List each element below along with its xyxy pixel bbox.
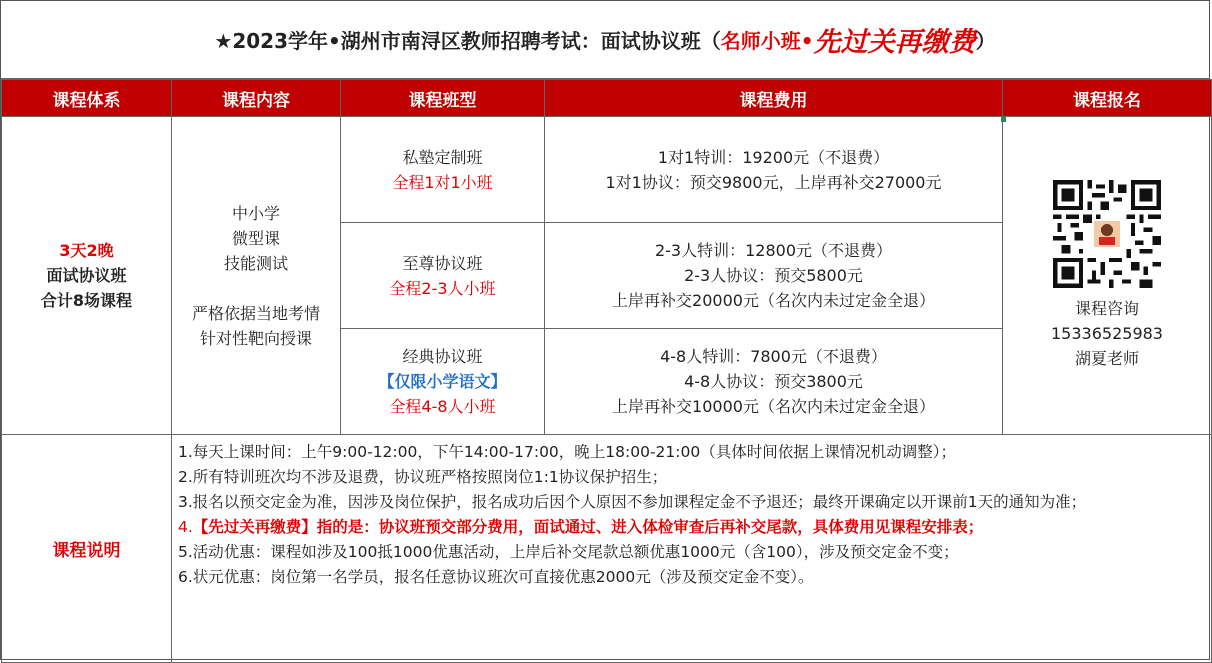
cell-marker <box>1001 117 1006 122</box>
signup-cell <box>1003 117 1212 435</box>
notes-label: 课程说明 <box>2 435 172 663</box>
fee-line: 2-3人协议：预交5800元 <box>684 266 863 285</box>
header-system: 课程体系 <box>2 80 172 117</box>
class-note: 【仅限小学语文】 <box>378 372 507 391</box>
note-item: 2.所有特训班次均不涉及退费，协议班严格按照岗位1:1协议保护招生； <box>178 468 668 486</box>
system-cell <box>2 117 172 435</box>
header-class-type: 课程班型 <box>341 80 545 117</box>
title-suffix: ） <box>975 29 996 53</box>
fee-line: 上岸再补交20000元（名次内未过定金全退） <box>612 291 935 310</box>
content-line: 针对性靶向授课 <box>199 328 312 348</box>
title-prefix: ★2023学年•湖州市南浔区教师招聘考试：面试协议班（ <box>214 29 721 53</box>
note-item-highlight-text: 【先过关再缴费】指的是：协议班预交部分费用，面试通过、进入体检审查后再补交尾款，具体费用见课程安排表； <box>192 518 984 536</box>
signup-teacher: 湖夏老师 <box>1074 349 1139 368</box>
class-row-1 <box>2 117 1212 223</box>
class-name: 私塾定制班 <box>402 147 483 167</box>
title-red-part: 名师小班• <box>720 29 814 53</box>
fee-cell <box>545 117 1003 223</box>
system-duration: 3天2晚 <box>59 241 114 260</box>
content-cell <box>172 117 341 435</box>
class-name: 经典协议班 <box>402 347 483 366</box>
note-item-number: 4. <box>178 518 193 536</box>
fee-cell <box>545 223 1003 329</box>
note-item: 3.报名以预交定金为准，因涉及岗位保护，报名成功后因个人原因不参加课程定金不予退还；最终开课确定以开课前1天的通知为准； <box>178 493 1087 511</box>
class-size: 全程1对1小班 <box>392 172 493 192</box>
page-title <box>1 1 1209 79</box>
fee-line: 上岸再补交10000元（名次内未过定金全退） <box>612 397 935 416</box>
system-total: 合计8场课程 <box>40 291 133 310</box>
content-line: 严格依据当地考情 <box>191 303 320 323</box>
notes-row <box>2 435 1212 663</box>
fee-cell <box>545 329 1003 435</box>
title-big-part: 先过关再缴费 <box>813 27 976 58</box>
class-size: 全程4-8人小班 <box>389 397 496 416</box>
note-item: 5.活动优惠：课程如涉及100抵1000优惠活动，上岸后补交尾款总额优惠1000元（含100），涉及预交定金不变； <box>178 543 959 561</box>
fee-line: 2-3人特训：12800元（不退费） <box>654 241 893 260</box>
fee-line: 4-8人协议：预交3800元 <box>684 372 863 391</box>
class-size: 全程2-3人小班 <box>389 278 496 298</box>
fee-line: 4-8人特训：7800元（不退费） <box>660 347 887 366</box>
course-table <box>1 79 1212 663</box>
qr-code-icon[interactable] <box>1053 180 1161 288</box>
note-item: 6.状元优惠：岗位第一名学员，报名任意协议班次可直接优惠2000元（涉及预交定金不变）。 <box>178 568 814 586</box>
fee-line: 1对1协议：预交9800元，上岸再补交27000元 <box>605 172 942 192</box>
system-name: 面试协议班 <box>46 266 127 285</box>
content-line: 技能测试 <box>223 253 288 273</box>
signup-label: 课程咨询 <box>1074 299 1139 318</box>
class-name: 至尊协议班 <box>402 253 483 273</box>
class-type-cell <box>341 329 545 435</box>
class-type-cell <box>341 117 545 223</box>
note-item-highlight <box>178 515 1203 540</box>
signup-phone: 15336525983 <box>1051 324 1163 343</box>
note-item: 1.每天上课时间：上午9:00-12:00，下午14:00-17:00，晚上18:00-21:00（具体时间依据上课情况机动调整）； <box>178 443 956 461</box>
header-content: 课程内容 <box>172 80 341 117</box>
header-row <box>2 80 1212 117</box>
fee-line: 1对1特训：19200元（不退费） <box>657 147 890 167</box>
notes-cell <box>172 435 1212 663</box>
header-fee: 课程费用 <box>545 80 1003 117</box>
content-line: 微型课 <box>231 228 280 248</box>
content-line: 中小学 <box>231 203 280 223</box>
class-type-cell <box>341 223 545 329</box>
header-signup: 课程报名 <box>1003 80 1212 117</box>
